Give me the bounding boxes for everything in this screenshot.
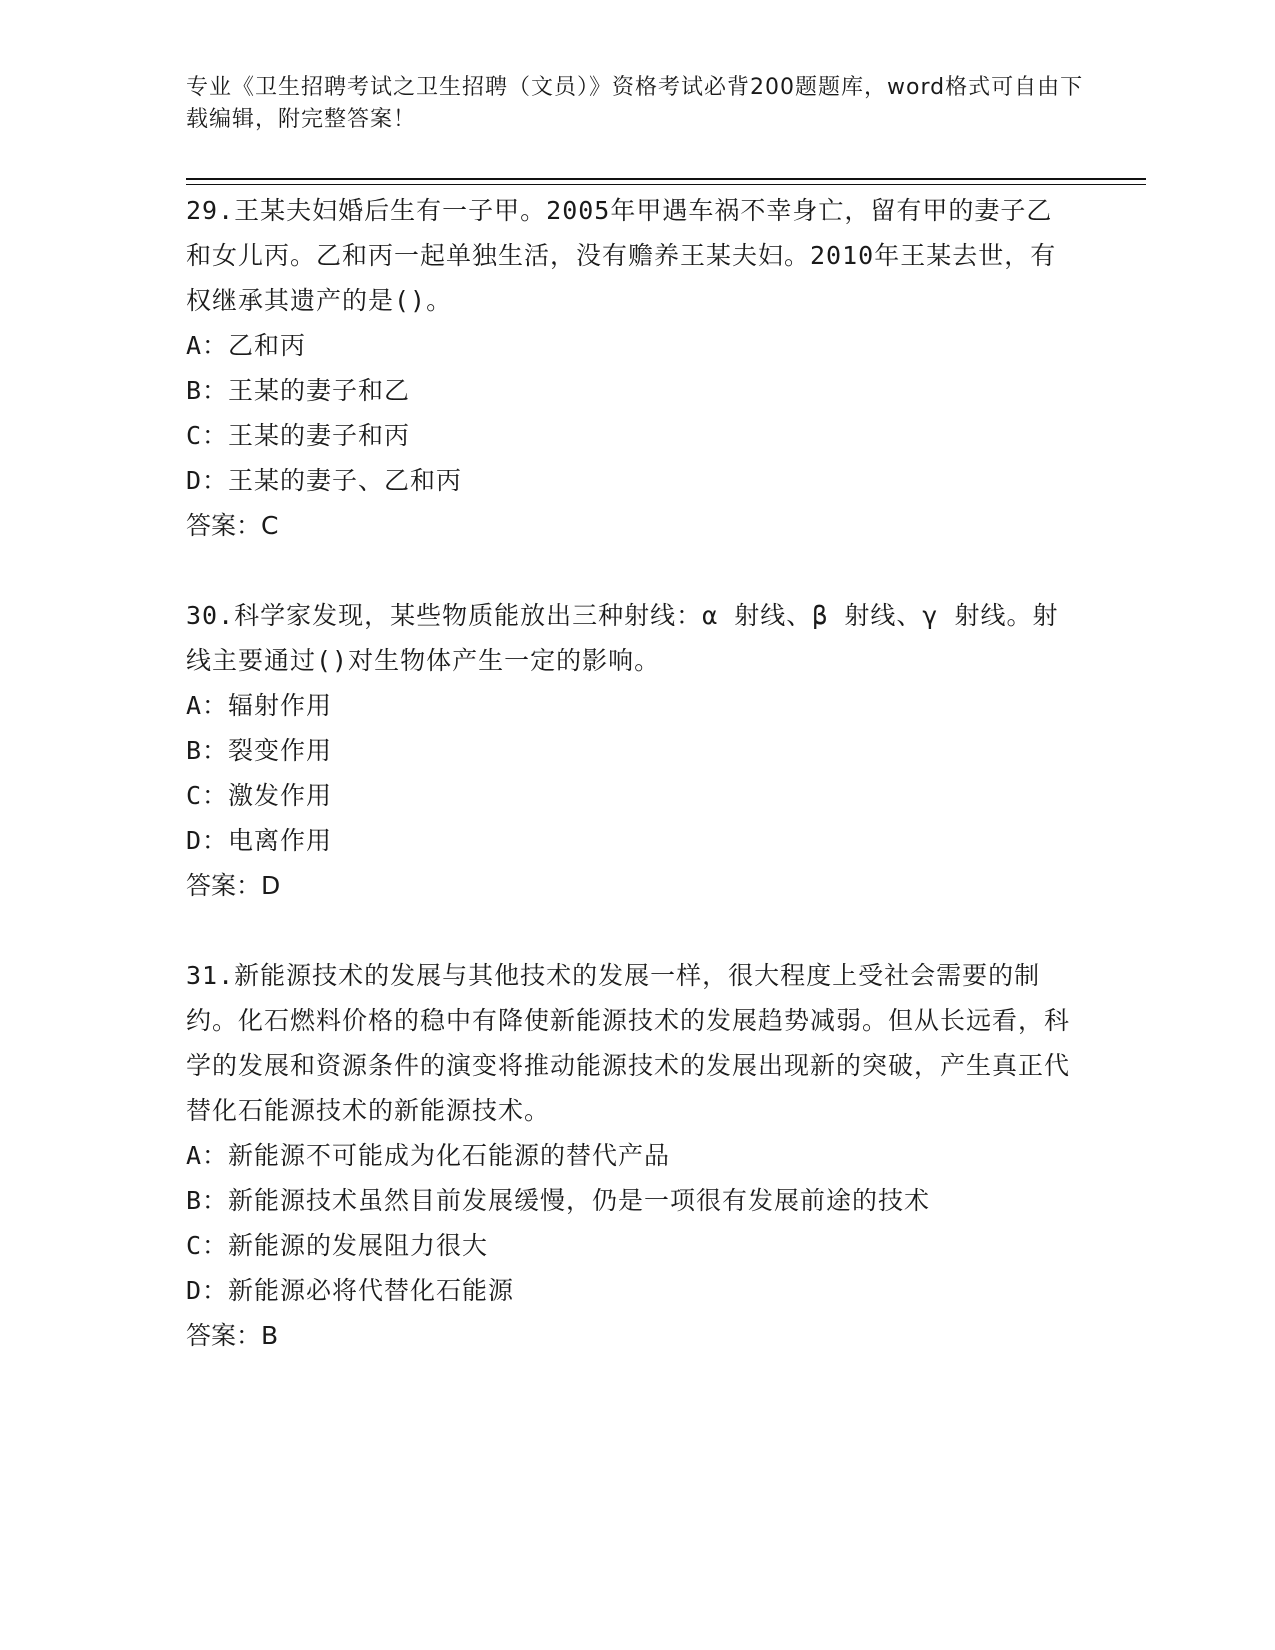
header-divider-thin — [186, 184, 1146, 185]
question-stem: 29.王某夫妇婚后生有一子甲。2005年甲遇车祸不幸身亡，留有甲的妻子乙和女儿丙。乙和丙一起单独生活，没有赡养王某夫妇。2010年王某去世，有权继承其遗产的是()。 — [186, 196, 1057, 315]
option-d: D：王某的妻子、乙和丙 — [186, 466, 463, 495]
question-30 — [186, 593, 1076, 908]
question-spacer — [186, 548, 1076, 593]
document-header: 专业《卫生招聘考试之卫生招聘（文员）》资格考试必背200题题库，word格式可自由下载编辑，附完整答案！ — [186, 75, 1084, 132]
answer: 答案：D — [186, 871, 281, 900]
option-b: B：裂变作用 — [186, 736, 333, 765]
question-stem: 30.科学家发现，某些物质能放出三种射线：α 射线、β 射线、γ 射线。射线主要通过()对生物体产生一定的影响。 — [186, 601, 1059, 675]
question-31 — [186, 953, 1076, 1358]
option-a: A：辐射作用 — [186, 691, 333, 720]
question-list — [186, 188, 1076, 1358]
answer: 答案：C — [186, 511, 279, 540]
question-stem: 31.新能源技术的发展与其他技术的发展一样，很大程度上受社会需要的制约。化石燃料价格的稳中有降使新能源技术的发展趋势减弱。但从长远看，科学的发展和资源条件的演变将推动能源技术的发展出现新的突破，产生真正代替化石能源技术的新能源技术。 — [186, 961, 1071, 1125]
option-a: A：新能源不可能成为化石能源的替代产品 — [186, 1141, 671, 1170]
option-c: C：新能源的发展阻力很大 — [186, 1231, 489, 1260]
option-c: C：王某的妻子和丙 — [186, 421, 411, 450]
answer: 答案：B — [186, 1321, 279, 1350]
option-b: B：新能源技术虽然目前发展缓慢，仍是一项很有发展前途的技术 — [186, 1186, 931, 1215]
option-b: B：王某的妻子和乙 — [186, 376, 411, 405]
question-spacer — [186, 908, 1076, 953]
option-c: C：激发作用 — [186, 781, 333, 810]
question-29 — [186, 188, 1076, 548]
option-d: D：电离作用 — [186, 826, 333, 855]
option-d: D：新能源必将代替化石能源 — [186, 1276, 515, 1305]
header-divider — [186, 178, 1146, 180]
option-a: A：乙和丙 — [186, 331, 307, 360]
